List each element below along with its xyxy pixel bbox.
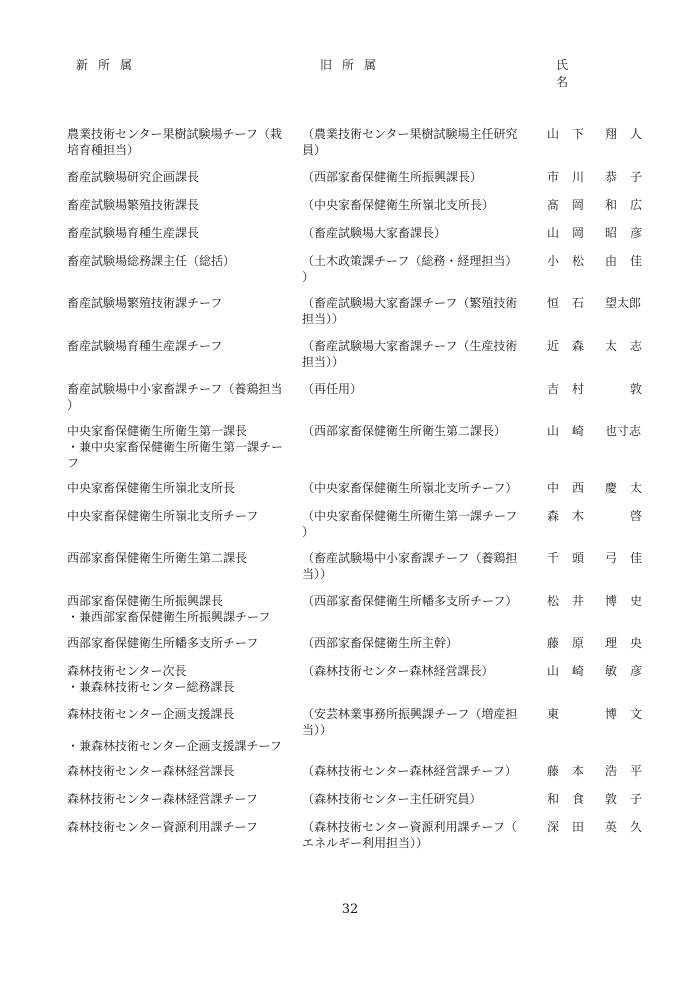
given-name: 翔人 [605,127,656,141]
new-affiliation: 中央家畜保健衛生所嶺北支所長 [67,481,236,495]
given-name: 由佳 [605,254,656,268]
given-name: 敦子 [605,792,656,806]
family-name: 深田 [547,820,598,834]
family-name: 市川 [547,170,598,184]
old-affiliation: （中央家畜保健衛生所衛生第一課チーフ ） [302,509,518,539]
column-header-new-affiliation: 新所属 [76,58,143,72]
given-name: 慶太 [605,481,656,495]
old-affiliation: （西部家畜保健衛生所振興課長） [302,170,483,184]
family-name: 千頭 [547,551,598,565]
old-affiliation: （西部家畜保健衛生所衛生第二課長） [302,424,507,438]
old-affiliation: （再任用） [302,382,363,396]
new-affiliation: 森林技術センター次長 ・兼森林技術センター総務課長 [67,664,235,694]
new-affiliation: 森林技術センター資源利用課チーフ [67,820,258,834]
old-affiliation: （農業技術センター果樹試験場主任研究 員） [302,127,518,157]
given-name: 理央 [605,636,656,650]
old-affiliation: （森林技術センター資源利用課チーフ（ エネルギー利用担当）） [302,820,517,850]
old-affiliation: （西部家畜保健衛生所主幹） [302,636,459,650]
family-name: 近森 [547,339,598,353]
new-affiliation: 中央家畜保健衛生所嶺北支所チーフ [67,509,259,523]
new-affiliation: 畜産試験場繁殖技術課チーフ [67,296,223,310]
given-name: 昭彦 [605,226,656,240]
family-name: 吉村 [547,382,598,396]
family-name: 松井 [547,594,598,608]
given-name: 和広 [605,198,656,212]
page-number: 32 [341,902,359,917]
given-name: 望太郎 [605,296,642,310]
new-affiliation: 畜産試験場中小家畜課チーフ（養鶏担当 ） [67,382,283,412]
given-name: 恭子 [605,170,656,184]
family-name: 山下 [547,127,598,141]
new-affiliation: 森林技術センター森林経営課チーフ [67,792,258,806]
given-name: 博史 [605,594,656,608]
family-name: 山岡 [547,226,598,240]
new-affiliation: 畜産試験場育種生産課長 [67,226,200,240]
new-affiliation: 森林技術センター森林経営課長 [67,764,235,778]
column-header-old-affiliation: 旧所属 [320,58,387,72]
old-affiliation: （森林技術センター主任研究員） [302,792,482,806]
old-affiliation: （中央家畜保健衛生所嶺北支所チーフ） [302,481,518,495]
old-affiliation: （森林技術センター森林経営課チーフ） [302,764,517,778]
old-affiliation: （畜産試験場中小家畜課チーフ（養鶏担 当）） [302,551,518,581]
new-affiliation: 西部家畜保健衛生所幡多支所チーフ [67,636,259,650]
given-name: 敦 [629,382,642,396]
new-affiliation: 畜産試験場繁殖技術課長 [67,198,200,212]
column-header-name: 氏名 [556,58,607,89]
old-affiliation: （畜産試験場大家畜課チーフ（繁殖技術 担当）） [302,296,518,326]
given-name: 也寸志 [605,424,642,438]
new-affiliation: 畜産試験場育種生産課チーフ [67,339,223,353]
old-affiliation: （中央家畜保健衛生所嶺北支所長） [302,198,495,212]
given-name: 博文 [605,707,656,721]
given-name: 弓佳 [605,551,656,565]
given-name: 啓 [629,509,642,523]
old-affiliation: （土木政策課チーフ（総務・経理担当） ） [302,254,518,284]
new-affiliation: 畜産試験場研究企画課長 [67,170,200,184]
new-affiliation: 農業技術センター果樹試験場チーフ（栽 培育種担当） [67,127,282,157]
given-name: 太志 [605,339,656,353]
new-affiliation: 中央家畜保健衛生所衛生第一課長 ・兼中央家畜保健衛生所衛生第一課チー フ [67,424,284,470]
family-name: 東 [547,707,560,721]
given-name: 英久 [605,820,656,834]
new-affiliation: 森林技術センター企画支援課長 ・兼森林技術センター企画支援課チーフ [67,707,282,753]
old-affiliation: （西部家畜保健衛生所幡多支所チーフ） [302,594,518,608]
new-affiliation: 西部家畜保健衛生所振興課長 ・兼西部家畜保健衛生所振興課チーフ [67,594,271,624]
family-name: 山崎 [547,424,598,438]
old-affiliation: （畜産試験場大家畜課長） [302,226,447,240]
new-affiliation: 西部家畜保健衛生所衛生第二課長 [67,551,248,565]
old-affiliation: （安芸林業事務所振興課チーフ（増産担 当）） [302,707,518,737]
family-name: 藤本 [547,764,598,778]
family-name: 小松 [547,254,598,268]
given-name: 浩平 [605,764,656,778]
family-name: 和食 [547,792,598,806]
family-name: 藤原 [547,636,598,650]
given-name: 敏彦 [605,664,656,678]
new-affiliation: 畜産試験場総務課主任（総括） [67,254,236,268]
family-name: 森木 [547,509,598,523]
family-name: 中西 [547,481,598,495]
old-affiliation: （畜産試験場大家畜課チーフ（生産技術 担当）） [302,339,518,369]
family-name: 髙岡 [547,198,598,212]
family-name: 恒石 [547,296,598,310]
family-name: 山崎 [547,664,598,678]
old-affiliation: （森林技術センター森林経営課長） [302,664,494,678]
